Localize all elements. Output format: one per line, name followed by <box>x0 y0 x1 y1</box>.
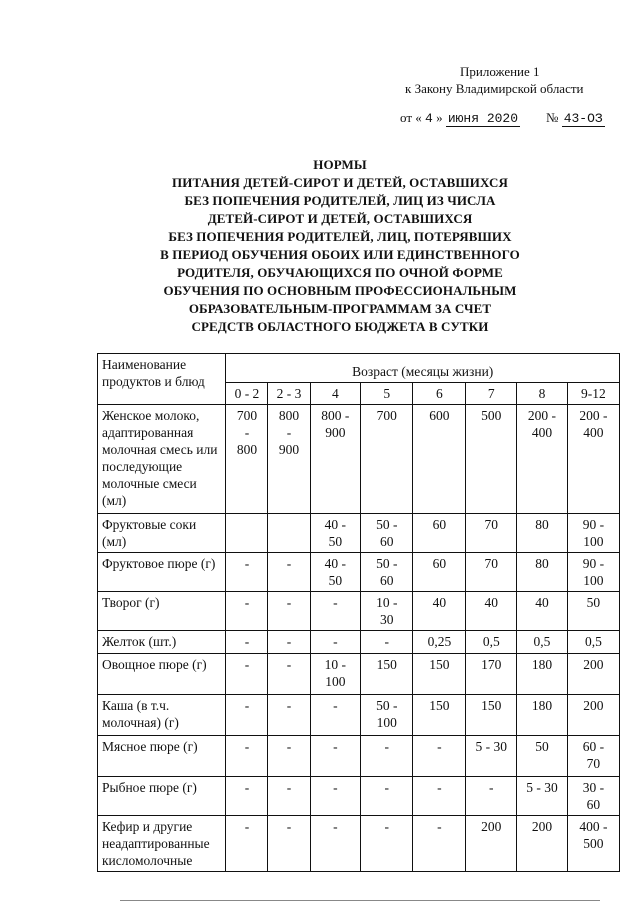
nutrition-norms-table <box>97 353 620 872</box>
value-cell: 600 <box>413 405 466 514</box>
value-cell: 150 <box>413 654 466 695</box>
value-cell: 50 - 100 <box>361 695 413 736</box>
value-cell: - <box>268 553 310 592</box>
value-cell: - <box>226 631 268 654</box>
value-cell: - <box>466 777 517 816</box>
date-prefix: от « <box>400 110 422 125</box>
value-cell: 60 <box>413 514 466 553</box>
table-row <box>98 592 620 631</box>
value-cell: 80 <box>517 514 568 553</box>
table-row <box>98 654 620 695</box>
title-line: БЕЗ ПОПЕЧЕНИЯ РОДИТЕЛЕЙ, ЛИЦ, ПОТЕРЯВШИХ <box>168 229 512 244</box>
product-name-cell: Кефир и другие неадаптированные кисломолочные <box>98 816 226 872</box>
value-cell: - <box>361 631 413 654</box>
value-cell: - <box>310 816 361 872</box>
value-cell: 5 - 30 <box>466 736 517 777</box>
value-cell: 70 <box>466 553 517 592</box>
title-line: НОРМЫ <box>313 157 367 172</box>
value-cell: 40 - 50 <box>310 514 361 553</box>
law-date-number <box>400 110 605 126</box>
product-name-cell: Каша (в т.ч. молочная) (г) <box>98 695 226 736</box>
value-cell: 40 - 50 <box>310 553 361 592</box>
value-cell: 50 <box>517 736 568 777</box>
value-cell: - <box>226 553 268 592</box>
value-cell: - <box>268 592 310 631</box>
product-name-cell: Женское молоко, адаптированная молочная смесь или последующие молочные смеси (мл) <box>98 405 226 514</box>
date-mid: » <box>436 110 443 125</box>
title-line: ДЕТЕЙ-СИРОТ И ДЕТЕЙ, ОСТАВШИХСЯ <box>207 211 473 226</box>
value-cell: - <box>268 695 310 736</box>
value-cell: - <box>268 777 310 816</box>
value-cell: 700 <box>361 405 413 514</box>
product-name-cell: Рыбное пюре (г) <box>98 777 226 816</box>
value-cell: 50 <box>567 592 619 631</box>
age-header-cell: 4 <box>310 383 361 405</box>
value-cell: 150 <box>466 695 517 736</box>
value-cell: 50 - 60 <box>361 553 413 592</box>
value-cell: 30 - 60 <box>567 777 619 816</box>
value-cell: - <box>226 736 268 777</box>
value-cell: 200 <box>517 816 568 872</box>
value-cell: 400 - 500 <box>567 816 619 872</box>
value-cell: 170 <box>466 654 517 695</box>
value-cell: 5 - 30 <box>517 777 568 816</box>
value-cell: 80 <box>517 553 568 592</box>
title-line: БЕЗ ПОПЕЧЕНИЯ РОДИТЕЛЕЙ, ЛИЦ ИЗ ЧИСЛА <box>184 193 496 208</box>
age-header-cell: 2 - 3 <box>268 383 310 405</box>
product-name-cell: Фруктовое пюре (г) <box>98 553 226 592</box>
table-row <box>98 816 620 872</box>
number-prefix: № <box>546 110 559 125</box>
value-cell: 200 - 400 <box>567 405 619 514</box>
age-header-cell: 6 <box>413 383 466 405</box>
appendix-label: Приложение 1 <box>460 64 540 79</box>
value-cell: - <box>226 592 268 631</box>
value-cell: - <box>310 695 361 736</box>
title-line: СРЕДСТВ ОБЛАСТНОГО БЮДЖЕТА В СУТКИ <box>191 319 489 334</box>
value-cell: - <box>413 736 466 777</box>
value-cell: 150 <box>413 695 466 736</box>
value-cell: - <box>268 736 310 777</box>
law-label: к Закону Владимирской области <box>405 81 584 96</box>
value-cell: 60 - 70 <box>567 736 619 777</box>
age-header-cell: 5 <box>361 383 413 405</box>
date-day: 4 <box>425 111 433 126</box>
value-cell: - <box>268 816 310 872</box>
value-cell: - <box>413 816 466 872</box>
value-cell: 0,5 <box>567 631 619 654</box>
product-name-cell: Творог (г) <box>98 592 226 631</box>
value-cell: 50 - 60 <box>361 514 413 553</box>
value-cell: 0,5 <box>466 631 517 654</box>
value-cell: - <box>361 777 413 816</box>
title-line: РОДИТЕЛЯ, ОБУЧАЮЩИХСЯ ПО ОЧНОЙ ФОРМЕ <box>177 265 503 280</box>
table-row <box>98 514 620 553</box>
name-column-header: Наименование продуктов и блюд <box>98 354 226 405</box>
table-row <box>98 631 620 654</box>
age-header-cell: 7 <box>466 383 517 405</box>
value-cell: 10 - 30 <box>361 592 413 631</box>
value-cell: 90 - 100 <box>567 514 619 553</box>
value-cell: - <box>310 777 361 816</box>
value-cell: 40 <box>517 592 568 631</box>
value-cell: - <box>310 631 361 654</box>
value-cell: 70 <box>466 514 517 553</box>
value-cell: 40 <box>413 592 466 631</box>
value-cell: - <box>413 777 466 816</box>
law-number: 43-ОЗ <box>563 111 603 126</box>
value-cell: - <box>310 592 361 631</box>
value-cell <box>226 514 268 553</box>
page-edge-line <box>120 900 600 901</box>
value-cell: 0,25 <box>413 631 466 654</box>
age-group-header: Возраст (месяцы жизни) <box>226 354 620 383</box>
value-cell: - <box>226 777 268 816</box>
title-line: ПИТАНИЯ ДЕТЕЙ-СИРОТ И ДЕТЕЙ, ОСТАВШИХСЯ <box>172 175 508 190</box>
value-cell: 800 - 900 <box>268 405 310 514</box>
value-cell: 200 - 400 <box>517 405 568 514</box>
value-cell: 700 - 800 <box>226 405 268 514</box>
value-cell: - <box>226 695 268 736</box>
value-cell: 90 - 100 <box>567 553 619 592</box>
table-row <box>98 736 620 777</box>
value-cell: 0,5 <box>517 631 568 654</box>
table-row <box>98 553 620 592</box>
value-cell: 150 <box>361 654 413 695</box>
value-cell: 200 <box>567 695 619 736</box>
product-name-cell: Овощное пюре (г) <box>98 654 226 695</box>
value-cell: - <box>361 816 413 872</box>
value-cell: 200 <box>567 654 619 695</box>
age-header-cell: 8 <box>517 383 568 405</box>
age-header-cell: 9-12 <box>567 383 619 405</box>
value-cell: 800 - 900 <box>310 405 361 514</box>
title-line: В ПЕРИОД ОБУЧЕНИЯ ОБОИХ ИЛИ ЕДИНСТВЕННОГО <box>160 247 520 262</box>
value-cell: 10 - 100 <box>310 654 361 695</box>
title-line: ОБУЧЕНИЯ ПО ОСНОВНЫМ ПРОФЕССИОНАЛЬНЫМ <box>163 283 517 298</box>
date-month-year: июня 2020 <box>447 111 519 126</box>
value-cell: - <box>268 654 310 695</box>
value-cell: 40 <box>466 592 517 631</box>
value-cell: 200 <box>466 816 517 872</box>
value-cell: - <box>310 736 361 777</box>
value-cell: 180 <box>517 654 568 695</box>
age-header-cell: 0 - 2 <box>226 383 268 405</box>
value-cell: - <box>226 816 268 872</box>
table-row <box>98 405 620 514</box>
value-cell: - <box>268 631 310 654</box>
table-row <box>98 777 620 816</box>
table-header-row <box>98 354 620 383</box>
value-cell: 180 <box>517 695 568 736</box>
value-cell: 500 <box>466 405 517 514</box>
title-line: ОБРАЗОВАТЕЛЬНЫМ-ПРОГРАММАМ ЗА СЧЕТ <box>188 301 492 316</box>
document-title <box>150 156 530 336</box>
value-cell: - <box>361 736 413 777</box>
product-name-cell: Фруктовые соки (мл) <box>98 514 226 553</box>
value-cell <box>268 514 310 553</box>
product-name-cell: Мясное пюре (г) <box>98 736 226 777</box>
product-name-cell: Желток (шт.) <box>98 631 226 654</box>
table-row <box>98 695 620 736</box>
value-cell: 60 <box>413 553 466 592</box>
value-cell: - <box>226 654 268 695</box>
